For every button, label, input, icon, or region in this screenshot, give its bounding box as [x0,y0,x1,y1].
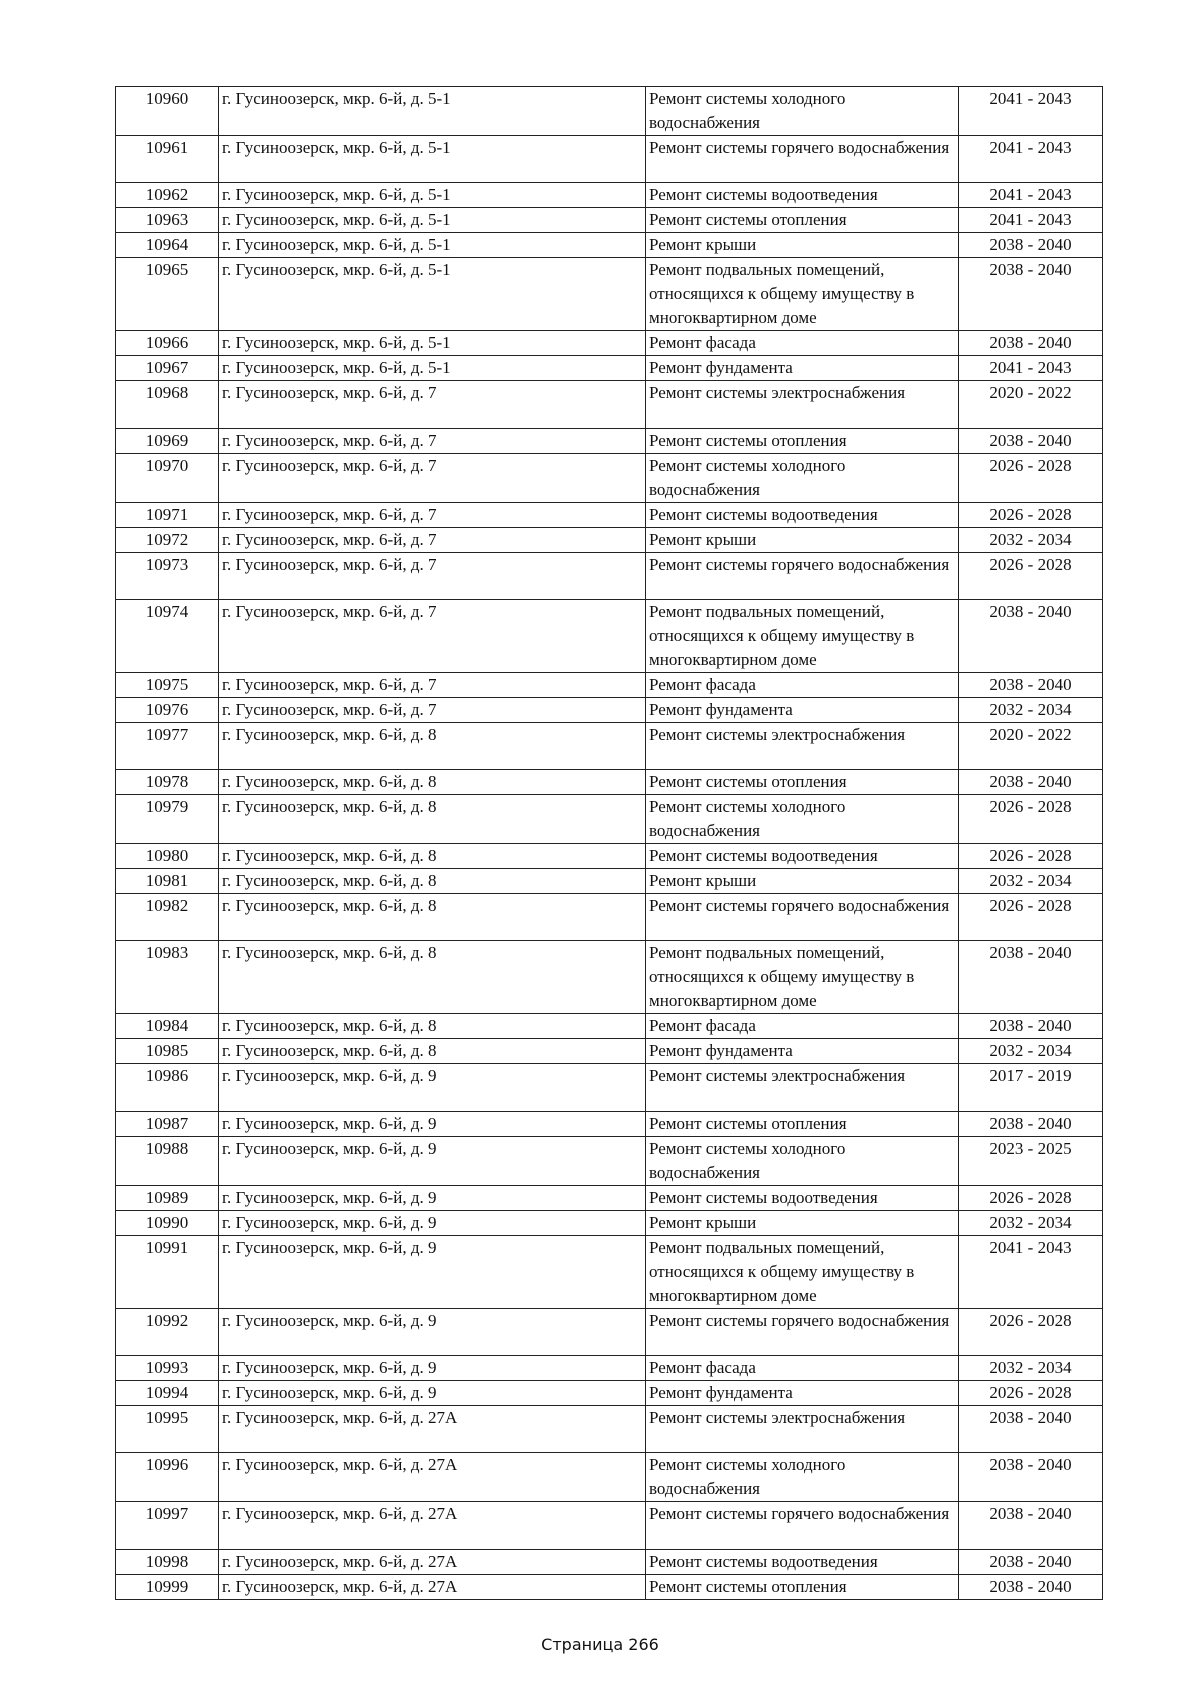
table-row [116,844,1103,869]
period-cell: 2038 - 2040 [959,941,1103,1014]
table-row [116,331,1103,356]
row-number-cell: 10982 [116,894,219,941]
table-row [116,453,1103,502]
work-type-cell: Ремонт системы холодного водоснабжения [646,795,959,844]
period-cell: 2020 - 2022 [959,722,1103,769]
table-row [116,1185,1103,1210]
address-cell: г. Гусиноозерск, мкр. 6-й, д. 27А [219,1574,646,1599]
period-cell: 2026 - 2028 [959,894,1103,941]
row-number-cell: 10964 [116,233,219,258]
work-type-cell: Ремонт фасада [646,672,959,697]
address-cell: г. Гусиноозерск, мкр. 6-й, д. 8 [219,844,646,869]
work-type-cell: Ремонт фасада [646,1356,959,1381]
address-cell: г. Гусиноозерск, мкр. 6-й, д. 5-1 [219,258,646,331]
table-row [116,527,1103,552]
work-type-cell: Ремонт подвальных помещений, относящихся к общему имуществу в многоквартирном доме [646,941,959,1014]
work-type-cell: Ремонт крыши [646,869,959,894]
table-row [116,770,1103,795]
table-row [116,697,1103,722]
work-type-cell: Ремонт подвальных помещений, относящихся к общему имуществу в многоквартирном доме [646,258,959,331]
period-cell: 2026 - 2028 [959,1381,1103,1406]
row-number-cell: 10963 [116,208,219,233]
row-number-cell: 10981 [116,869,219,894]
address-cell: г. Гусиноозерск, мкр. 6-й, д. 8 [219,894,646,941]
address-cell: г. Гусиноозерск, мкр. 6-й, д. 9 [219,1185,646,1210]
period-cell: 2038 - 2040 [959,599,1103,672]
row-number-cell: 10992 [116,1308,219,1355]
address-cell: г. Гусиноозерск, мкр. 6-й, д. 8 [219,795,646,844]
work-type-cell: Ремонт системы водоотведения [646,1549,959,1574]
work-type-cell: Ремонт фундамента [646,697,959,722]
work-type-cell: Ремонт крыши [646,527,959,552]
row-number-cell: 10979 [116,795,219,844]
period-cell: 2038 - 2040 [959,1453,1103,1502]
table-body [116,87,1103,1600]
table-row [116,258,1103,331]
work-type-cell: Ремонт системы отопления [646,770,959,795]
table-row [116,1502,1103,1549]
address-cell: г. Гусиноозерск, мкр. 6-й, д. 27А [219,1406,646,1453]
row-number-cell: 10983 [116,941,219,1014]
period-cell: 2026 - 2028 [959,502,1103,527]
table-row [116,1549,1103,1574]
table-row [116,1210,1103,1235]
row-number-cell: 10993 [116,1356,219,1381]
table-row [116,894,1103,941]
address-cell: г. Гусиноозерск, мкр. 6-й, д. 5-1 [219,233,646,258]
period-cell: 2032 - 2034 [959,1210,1103,1235]
work-type-cell: Ремонт системы холодного водоснабжения [646,1453,959,1502]
work-type-cell: Ремонт фундамента [646,1381,959,1406]
row-number-cell: 10998 [116,1549,219,1574]
period-cell: 2041 - 2043 [959,136,1103,183]
table-row [116,1235,1103,1308]
address-cell: г. Гусиноозерск, мкр. 6-й, д. 7 [219,672,646,697]
row-number-cell: 10990 [116,1210,219,1235]
work-type-cell: Ремонт крыши [646,233,959,258]
address-cell: г. Гусиноозерск, мкр. 6-й, д. 8 [219,770,646,795]
address-cell: г. Гусиноозерск, мкр. 6-й, д. 5-1 [219,136,646,183]
period-cell: 2032 - 2034 [959,869,1103,894]
table-row [116,1406,1103,1453]
table-row [116,208,1103,233]
address-cell: г. Гусиноозерск, мкр. 6-й, д. 7 [219,502,646,527]
address-cell: г. Гусиноозерск, мкр. 6-й, д. 7 [219,599,646,672]
table-row [116,183,1103,208]
row-number-cell: 10965 [116,258,219,331]
row-number-cell: 10980 [116,844,219,869]
table-row [116,795,1103,844]
address-cell: г. Гусиноозерск, мкр. 6-й, д. 7 [219,527,646,552]
row-number-cell: 10971 [116,502,219,527]
table-row [116,1111,1103,1136]
work-type-cell: Ремонт системы электроснабжения [646,1064,959,1111]
period-cell: 2026 - 2028 [959,844,1103,869]
work-type-cell: Ремонт системы горячего водоснабжения [646,136,959,183]
table-row [116,1381,1103,1406]
work-type-cell: Ремонт фасада [646,331,959,356]
work-type-cell: Ремонт системы электроснабжения [646,1406,959,1453]
work-type-cell: Ремонт системы электроснабжения [646,722,959,769]
row-number-cell: 10974 [116,599,219,672]
period-cell: 2032 - 2034 [959,527,1103,552]
period-cell: 2038 - 2040 [959,770,1103,795]
address-cell: г. Гусиноозерск, мкр. 6-й, д. 9 [219,1235,646,1308]
period-cell: 2038 - 2040 [959,672,1103,697]
table-row [116,356,1103,381]
period-cell: 2038 - 2040 [959,1014,1103,1039]
address-cell: г. Гусиноозерск, мкр. 6-й, д. 9 [219,1210,646,1235]
work-type-cell: Ремонт системы горячего водоснабжения [646,894,959,941]
work-type-cell: Ремонт системы горячего водоснабжения [646,552,959,599]
address-cell: г. Гусиноозерск, мкр. 6-й, д. 7 [219,697,646,722]
row-number-cell: 10960 [116,87,219,136]
row-number-cell: 10997 [116,1502,219,1549]
address-cell: г. Гусиноозерск, мкр. 6-й, д. 7 [219,428,646,453]
work-type-cell: Ремонт фундамента [646,356,959,381]
address-cell: г. Гусиноозерск, мкр. 6-й, д. 27А [219,1549,646,1574]
period-cell: 2017 - 2019 [959,1064,1103,1111]
address-cell: г. Гусиноозерск, мкр. 6-й, д. 5-1 [219,331,646,356]
table-row [116,1039,1103,1064]
row-number-cell: 10966 [116,331,219,356]
period-cell: 2023 - 2025 [959,1136,1103,1185]
period-cell: 2026 - 2028 [959,453,1103,502]
address-cell: г. Гусиноозерск, мкр. 6-й, д. 9 [219,1308,646,1355]
row-number-cell: 10978 [116,770,219,795]
table-row [116,1356,1103,1381]
address-cell: г. Гусиноозерск, мкр. 6-й, д. 5-1 [219,183,646,208]
address-cell: г. Гусиноозерск, мкр. 6-й, д. 8 [219,722,646,769]
period-cell: 2026 - 2028 [959,1308,1103,1355]
work-type-cell: Ремонт фасада [646,1014,959,1039]
address-cell: г. Гусиноозерск, мкр. 6-й, д. 8 [219,1039,646,1064]
period-cell: 2032 - 2034 [959,1039,1103,1064]
address-cell: г. Гусиноозерск, мкр. 6-й, д. 7 [219,453,646,502]
period-cell: 2038 - 2040 [959,258,1103,331]
row-number-cell: 10975 [116,672,219,697]
period-cell: 2038 - 2040 [959,1406,1103,1453]
period-cell: 2038 - 2040 [959,331,1103,356]
work-type-cell: Ремонт крыши [646,1210,959,1235]
row-number-cell: 10991 [116,1235,219,1308]
work-type-cell: Ремонт подвальных помещений, относящихся к общему имуществу в многоквартирном доме [646,599,959,672]
row-number-cell: 10985 [116,1039,219,1064]
period-cell: 2032 - 2034 [959,697,1103,722]
row-number-cell: 10968 [116,381,219,428]
period-cell: 2038 - 2040 [959,1111,1103,1136]
work-type-cell: Ремонт системы водоотведения [646,844,959,869]
work-type-cell: Ремонт фундамента [646,1039,959,1064]
period-cell: 2041 - 2043 [959,1235,1103,1308]
row-number-cell: 10984 [116,1014,219,1039]
table-row [116,381,1103,428]
period-cell: 2041 - 2043 [959,208,1103,233]
period-cell: 2041 - 2043 [959,183,1103,208]
row-number-cell: 10995 [116,1406,219,1453]
period-cell: 2038 - 2040 [959,1502,1103,1549]
row-number-cell: 10969 [116,428,219,453]
row-number-cell: 10962 [116,183,219,208]
period-cell: 2038 - 2040 [959,1549,1103,1574]
work-type-cell: Ремонт системы отопления [646,428,959,453]
row-number-cell: 10994 [116,1381,219,1406]
period-cell: 2038 - 2040 [959,428,1103,453]
table-row [116,1014,1103,1039]
address-cell: г. Гусиноозерск, мкр. 6-й, д. 8 [219,1014,646,1039]
address-cell: г. Гусиноозерск, мкр. 6-й, д. 27А [219,1502,646,1549]
table-row [116,672,1103,697]
table-row [116,1308,1103,1355]
address-cell: г. Гусиноозерск, мкр. 6-й, д. 5-1 [219,87,646,136]
table-row [116,136,1103,183]
address-cell: г. Гусиноозерск, мкр. 6-й, д. 5-1 [219,356,646,381]
address-cell: г. Гусиноозерск, мкр. 6-й, д. 5-1 [219,208,646,233]
page-number: Страница 266 [541,1635,659,1654]
row-number-cell: 10988 [116,1136,219,1185]
repair-schedule-table [115,86,1103,1600]
period-cell: 2026 - 2028 [959,1185,1103,1210]
table-row [116,599,1103,672]
row-number-cell: 10996 [116,1453,219,1502]
work-type-cell: Ремонт системы горячего водоснабжения [646,1308,959,1355]
row-number-cell: 10972 [116,527,219,552]
row-number-cell: 10961 [116,136,219,183]
period-cell: 2026 - 2028 [959,795,1103,844]
work-type-cell: Ремонт системы электроснабжения [646,381,959,428]
work-type-cell: Ремонт системы холодного водоснабжения [646,453,959,502]
row-number-cell: 10970 [116,453,219,502]
table-row [116,1574,1103,1599]
address-cell: г. Гусиноозерск, мкр. 6-й, д. 27А [219,1453,646,1502]
address-cell: г. Гусиноозерск, мкр. 6-й, д. 8 [219,941,646,1014]
row-number-cell: 10989 [116,1185,219,1210]
work-type-cell: Ремонт системы отопления [646,1111,959,1136]
address-cell: г. Гусиноозерск, мкр. 6-й, д. 9 [219,1111,646,1136]
address-cell: г. Гусиноозерск, мкр. 6-й, д. 7 [219,552,646,599]
period-cell: 2038 - 2040 [959,1574,1103,1599]
row-number-cell: 10977 [116,722,219,769]
table-row [116,233,1103,258]
table-row [116,87,1103,136]
table-row [116,1136,1103,1185]
row-number-cell: 10987 [116,1111,219,1136]
work-type-cell: Ремонт системы водоотведения [646,183,959,208]
table-row [116,941,1103,1014]
work-type-cell: Ремонт системы водоотведения [646,502,959,527]
period-cell: 2041 - 2043 [959,356,1103,381]
table-row [116,428,1103,453]
table-row [116,502,1103,527]
row-number-cell: 10986 [116,1064,219,1111]
period-cell: 2020 - 2022 [959,381,1103,428]
table-row [116,552,1103,599]
table-row [116,1453,1103,1502]
row-number-cell: 10973 [116,552,219,599]
address-cell: г. Гусиноозерск, мкр. 6-й, д. 7 [219,381,646,428]
row-number-cell: 10967 [116,356,219,381]
address-cell: г. Гусиноозерск, мкр. 6-й, д. 8 [219,869,646,894]
period-cell: 2026 - 2028 [959,552,1103,599]
work-type-cell: Ремонт системы холодного водоснабжения [646,87,959,136]
period-cell: 2032 - 2034 [959,1356,1103,1381]
period-cell: 2041 - 2043 [959,87,1103,136]
period-cell: 2038 - 2040 [959,233,1103,258]
table-row [116,1064,1103,1111]
address-cell: г. Гусиноозерск, мкр. 6-й, д. 9 [219,1064,646,1111]
row-number-cell: 10999 [116,1574,219,1599]
table-row [116,722,1103,769]
address-cell: г. Гусиноозерск, мкр. 6-й, д. 9 [219,1136,646,1185]
work-type-cell: Ремонт системы горячего водоснабжения [646,1502,959,1549]
table-row [116,869,1103,894]
work-type-cell: Ремонт системы холодного водоснабжения [646,1136,959,1185]
address-cell: г. Гусиноозерск, мкр. 6-й, д. 9 [219,1381,646,1406]
work-type-cell: Ремонт системы отопления [646,208,959,233]
work-type-cell: Ремонт подвальных помещений, относящихся к общему имуществу в многоквартирном доме [646,1235,959,1308]
address-cell: г. Гусиноозерск, мкр. 6-й, д. 9 [219,1356,646,1381]
row-number-cell: 10976 [116,697,219,722]
work-type-cell: Ремонт системы отопления [646,1574,959,1599]
work-type-cell: Ремонт системы водоотведения [646,1185,959,1210]
